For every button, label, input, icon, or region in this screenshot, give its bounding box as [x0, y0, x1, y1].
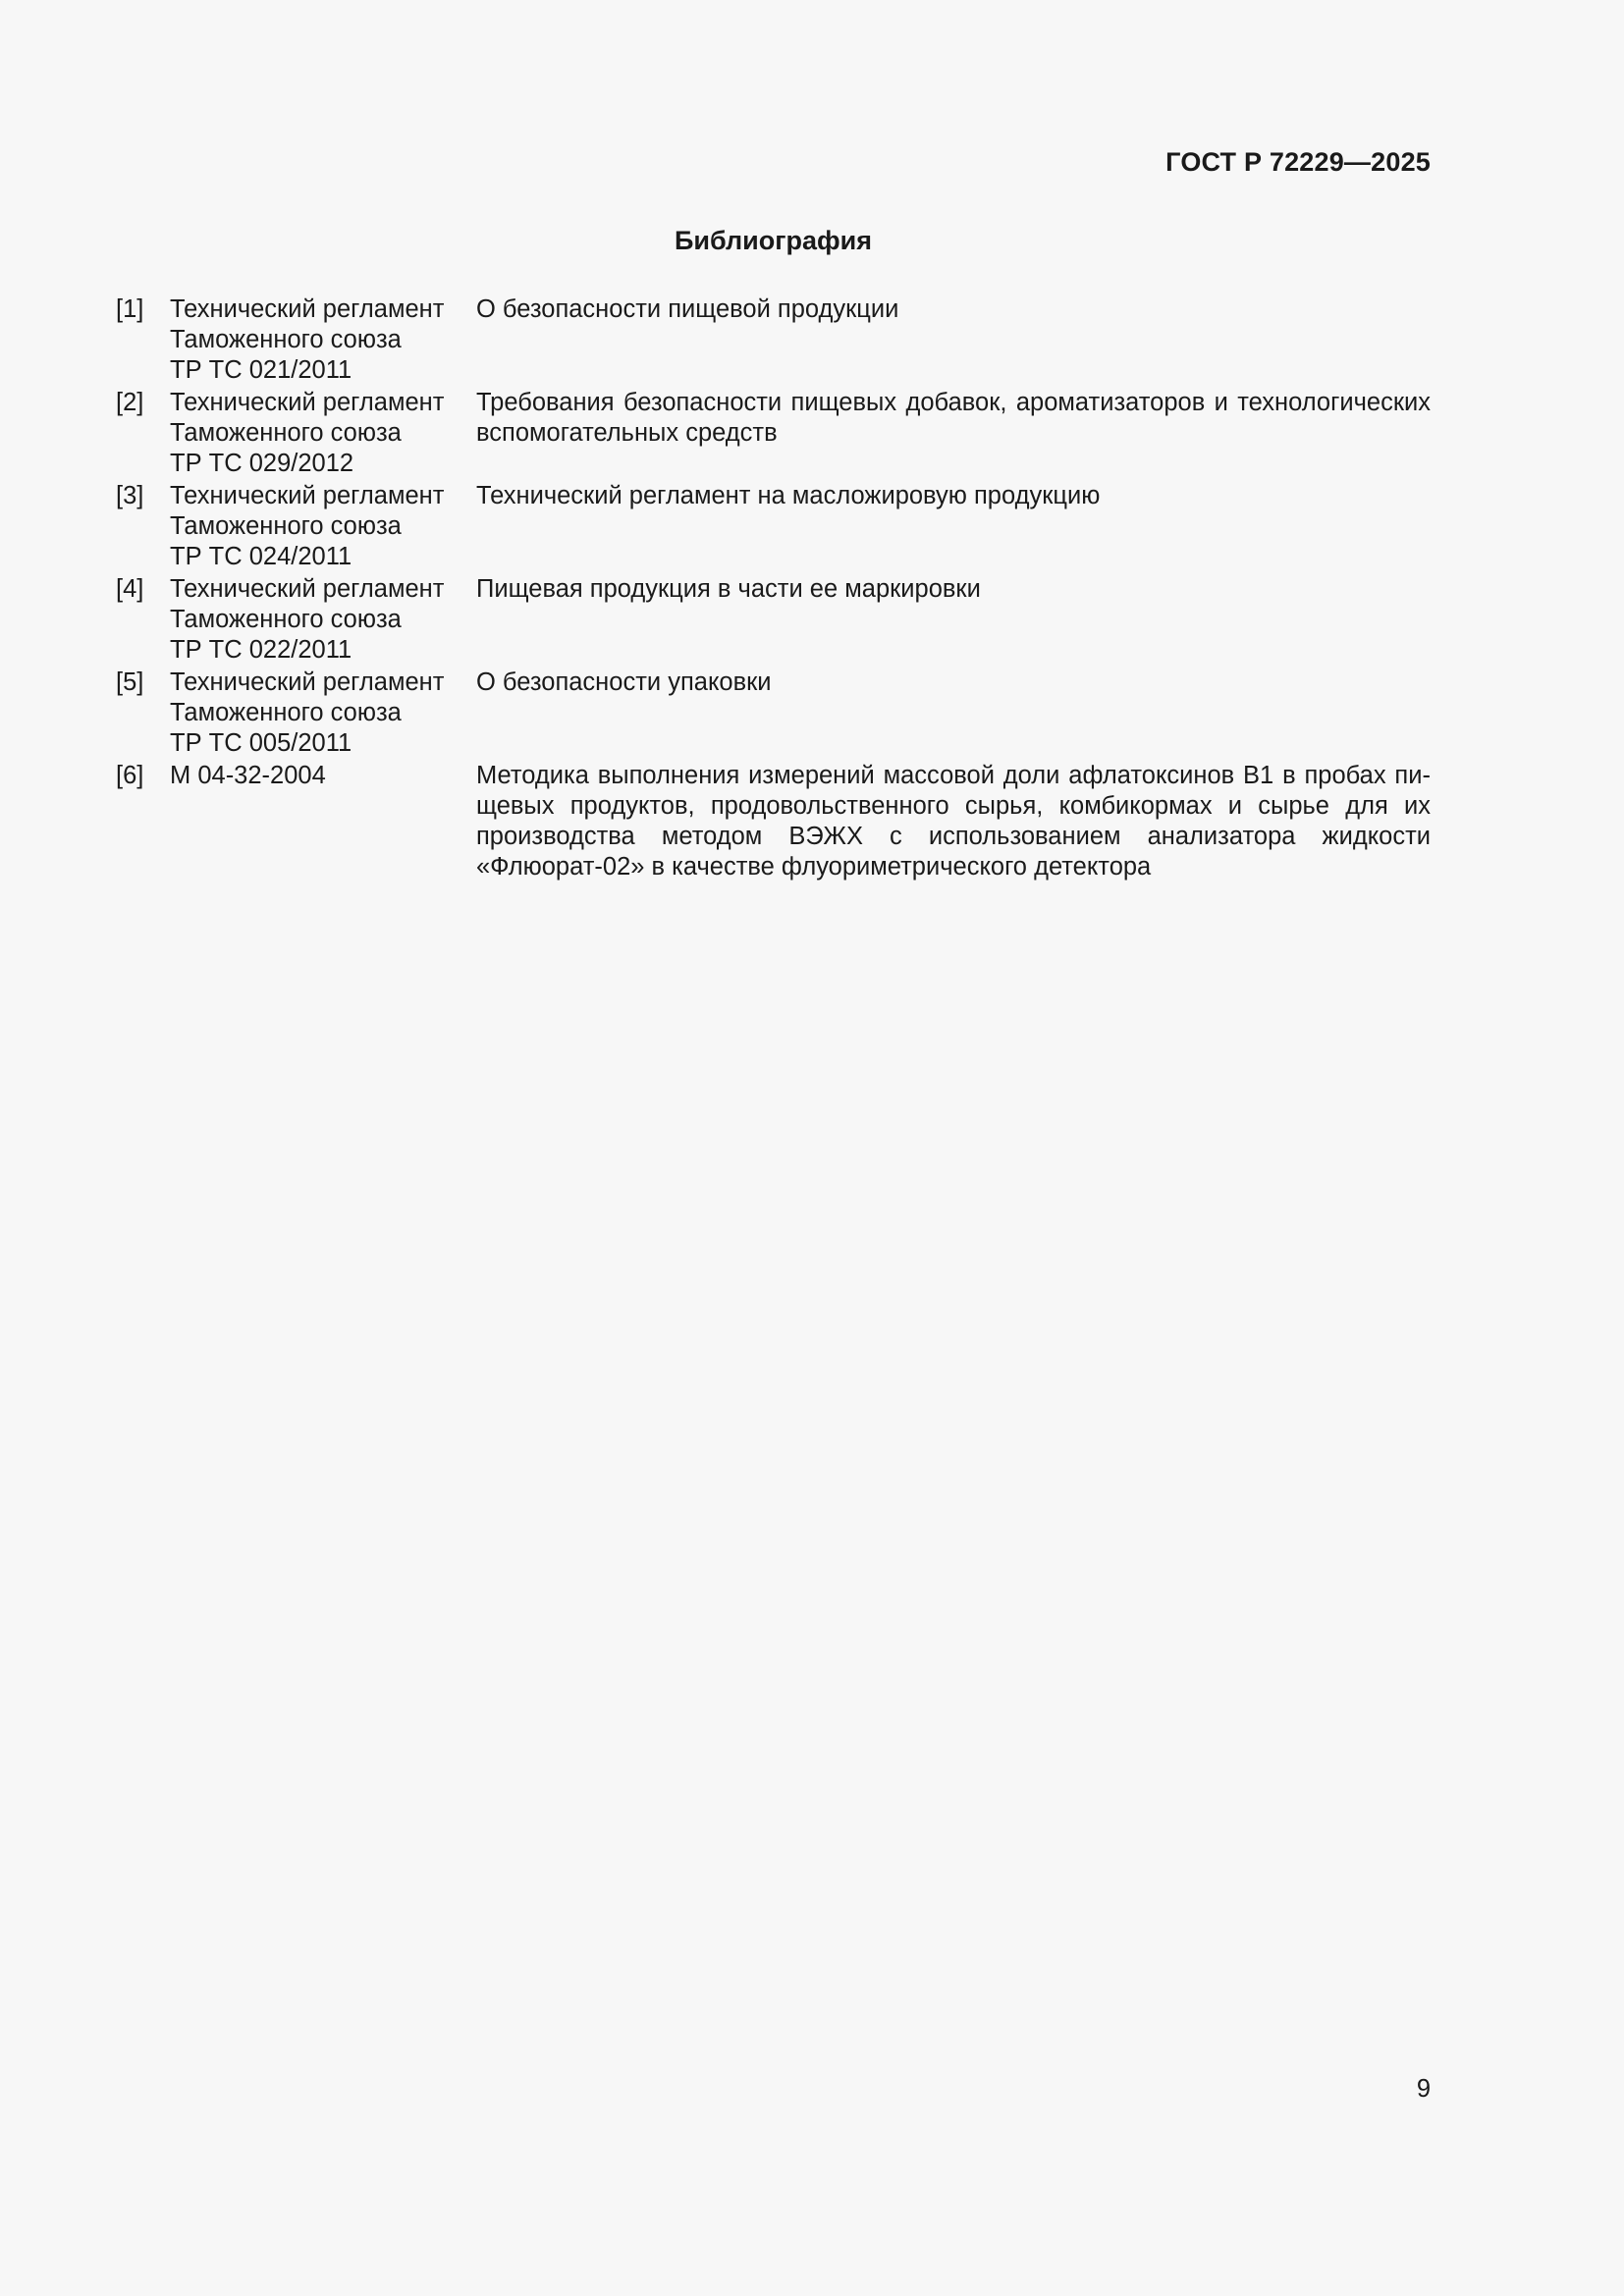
entry-reference — [170, 574, 476, 666]
bibliography-entry — [116, 667, 1431, 759]
entry-reference — [170, 388, 476, 479]
document-code: ГОСТ Р 72229—2025 — [1165, 147, 1431, 177]
entry-reference-line: Таможенного союза — [170, 512, 402, 540]
entry-reference-line: Технический регламент — [170, 482, 445, 509]
entry-number: [3] — [116, 482, 144, 509]
entry-reference-line: ТР ТС 005/2011 — [170, 729, 352, 757]
entry-reference-line: Технический регламент — [170, 389, 445, 416]
entry-reference-line: М 04-32-2004 — [170, 762, 326, 789]
entry-reference — [170, 294, 476, 386]
entry-reference-line: Технический регламент — [170, 575, 445, 603]
entry-reference-line: Таможенного союза — [170, 419, 402, 447]
entry-title: Методика выполнения измерений массовой доли афлатоксинов В1 в пробах пищевых продуктов, продовольственного сырья, комбикормах и сырье для их производства методом ВЭЖХ с использованием анализатора жидкости «Флюорат-02» в качестве флуориметрического детектора — [476, 762, 1431, 881]
entry-title: Требования безопасности пищевых добавок, ароматизаторов и технологических вспомогательных средств — [476, 389, 1431, 447]
entry-reference — [170, 761, 476, 882]
entry-title: Технический регламент на масложировую продукцию — [476, 482, 1101, 509]
entry-reference-line: ТР ТС 029/2012 — [170, 450, 354, 477]
page-number: 9 — [1416, 2075, 1431, 2103]
entry-reference-line: Технический регламент — [170, 668, 445, 696]
entry-reference-line: Таможенного союза — [170, 699, 402, 726]
entry-number: [6] — [116, 762, 144, 789]
entry-reference — [170, 481, 476, 572]
entry-reference-line: Таможенного союза — [170, 606, 402, 633]
bibliography-entry — [116, 481, 1431, 572]
bibliography-list — [116, 294, 1431, 884]
entry-title: О безопасности упаковки — [476, 668, 772, 696]
entry-reference — [170, 667, 476, 759]
entry-title: О безопасности пищевой продукции — [476, 295, 899, 323]
entry-reference-line: ТР ТС 022/2011 — [170, 636, 352, 664]
section-title: Библиография — [675, 226, 872, 255]
entry-reference-line: ТР ТС 024/2011 — [170, 543, 352, 570]
bibliography-entry — [116, 388, 1431, 479]
entry-number: [1] — [116, 295, 144, 323]
bibliography-entry — [116, 574, 1431, 666]
entry-reference-line: Технический регламент — [170, 295, 445, 323]
entry-reference-line: ТР ТС 021/2011 — [170, 356, 352, 384]
entry-reference-line: Таможенного союза — [170, 326, 402, 353]
bibliography-entry — [116, 294, 1431, 386]
entry-number: [2] — [116, 389, 144, 416]
entry-number: [5] — [116, 668, 144, 696]
entry-title: Пищевая продукция в части ее маркировки — [476, 575, 981, 603]
bibliography-entry — [116, 761, 1431, 882]
entry-number: [4] — [116, 575, 144, 603]
